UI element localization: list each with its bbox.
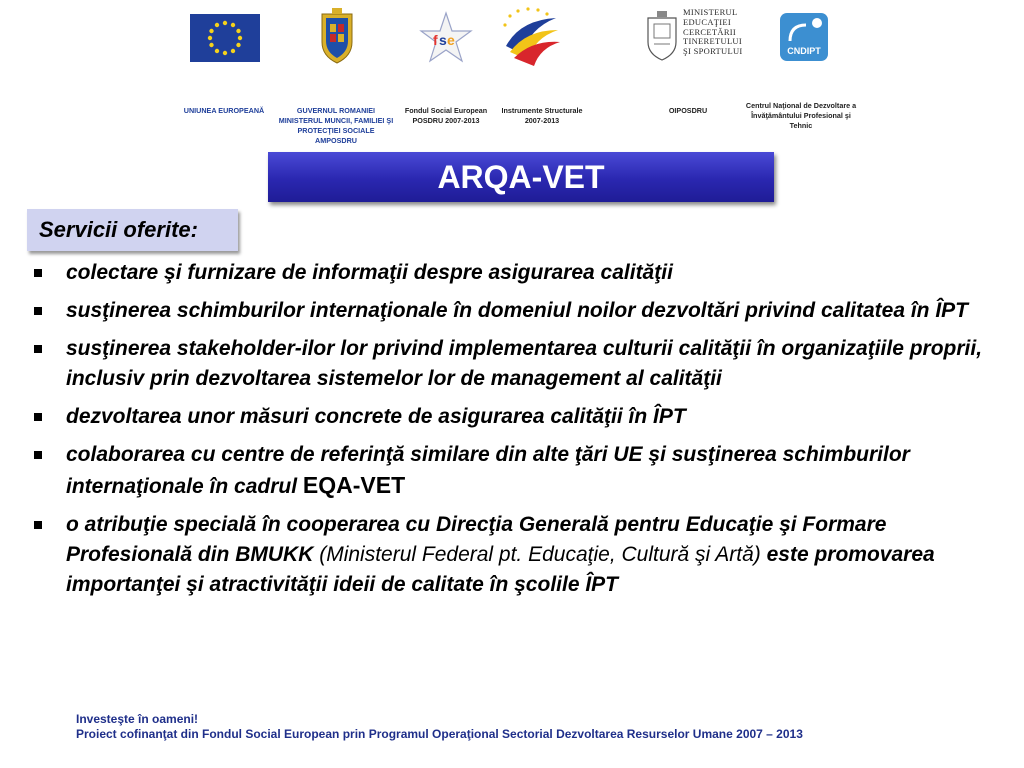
square-bullet-icon [34, 269, 42, 277]
svg-text:e: e [447, 32, 455, 48]
svg-text:s: s [439, 32, 447, 48]
footer-slogan: Investeşte în oameni! [76, 712, 199, 726]
square-bullet-icon [34, 345, 42, 353]
eu-flag-logo [190, 14, 260, 62]
list-item-text: colaborarea cu centre de referinţă similare din alte ţări UE şi susţinerea schimburilor internaţionale în cadrul [66, 443, 910, 498]
section-heading-box [27, 209, 238, 251]
list-item-text: o atribuţie specială în cooperarea cu Direcţia Generală pentru Educaţie şi Formare Profesională din BMUKK [66, 513, 887, 566]
footer [76, 712, 803, 742]
ministry-education-logo [645, 7, 743, 66]
cndipt-logo [780, 13, 828, 61]
list-item-text: susţinerea schimburilor internaţionale în domeniul noilor dezvoltări privind calitatea în ÎPT [66, 299, 969, 322]
list-item [34, 258, 999, 288]
page-title: ARQA-VET [437, 158, 605, 195]
caption-eu: UNIUNEA EUROPEANĂ [183, 106, 265, 115]
list-item-parenthetical: (Ministerul Federal pt. Educaţie, Cultură şi Artă) [319, 543, 761, 566]
caption-oiposdru: OIPOSDRU [668, 106, 708, 115]
section-heading: Servicii oferite: [39, 217, 198, 242]
list-item-text-tail: este promovarea importanţei şi atractivităţii ideii de calitate în şcolile ÎPT [66, 543, 935, 596]
list-item [34, 402, 999, 432]
list-item [34, 510, 999, 600]
square-bullet-icon [34, 307, 42, 315]
structural-instruments-logo [500, 6, 564, 68]
ministry-logo-text: MINISTERUL EDUCAŢIEI CERCETĂRII TINERETULUI ŞI SPORTULUI [683, 7, 743, 57]
square-bullet-icon [34, 413, 42, 421]
fse-star-logo [418, 10, 474, 66]
caption-government: GUVERNUL ROMANIEI MINISTERUL MUNCII, FAMILIEI ŞI PROTECŢIEI SOCIALE AMPOSDRU [278, 106, 394, 145]
list-item [34, 334, 999, 394]
list-item-text: dezvoltarea unor măsuri concrete de asigurarea calităţii în ÎPT [66, 405, 686, 428]
list-item [34, 440, 999, 502]
list-item-text: susţinerea stakeholder-ilor lor privind implementarea culturii calităţii în organizaţiile proprii, inclusiv prin dezvoltarea sistemelor lor de management al calităţii [66, 337, 983, 390]
services-list [34, 258, 999, 608]
caption-structural-instruments: Instrumente Structurale 2007-2013 [501, 106, 583, 125]
svg-text:f: f [433, 32, 438, 48]
list-item-text: colectare şi furnizare de informaţii despre asigurarea calităţii [66, 261, 673, 284]
title-banner [268, 152, 774, 202]
list-item-emphasis: EQA-VET [302, 472, 406, 498]
romania-coat-of-arms-logo [314, 8, 360, 66]
square-bullet-icon [34, 451, 42, 459]
caption-fse: Fondul Social European POSDRU 2007-2013 [404, 106, 488, 125]
footer-project-note: Proiect cofinanţat din Fondul Social European prin Programul Operaţional Sectorial Dezvoltarea Resurselor Umane 2007 – 2013 [76, 727, 803, 741]
cndipt-logo-text: CNDIPT [787, 46, 821, 56]
list-item [34, 296, 999, 326]
square-bullet-icon [34, 521, 42, 529]
caption-cndipt: Centrul Naţional de Dezvoltare a Învăţământului Profesional şi Tehnic [745, 101, 857, 130]
